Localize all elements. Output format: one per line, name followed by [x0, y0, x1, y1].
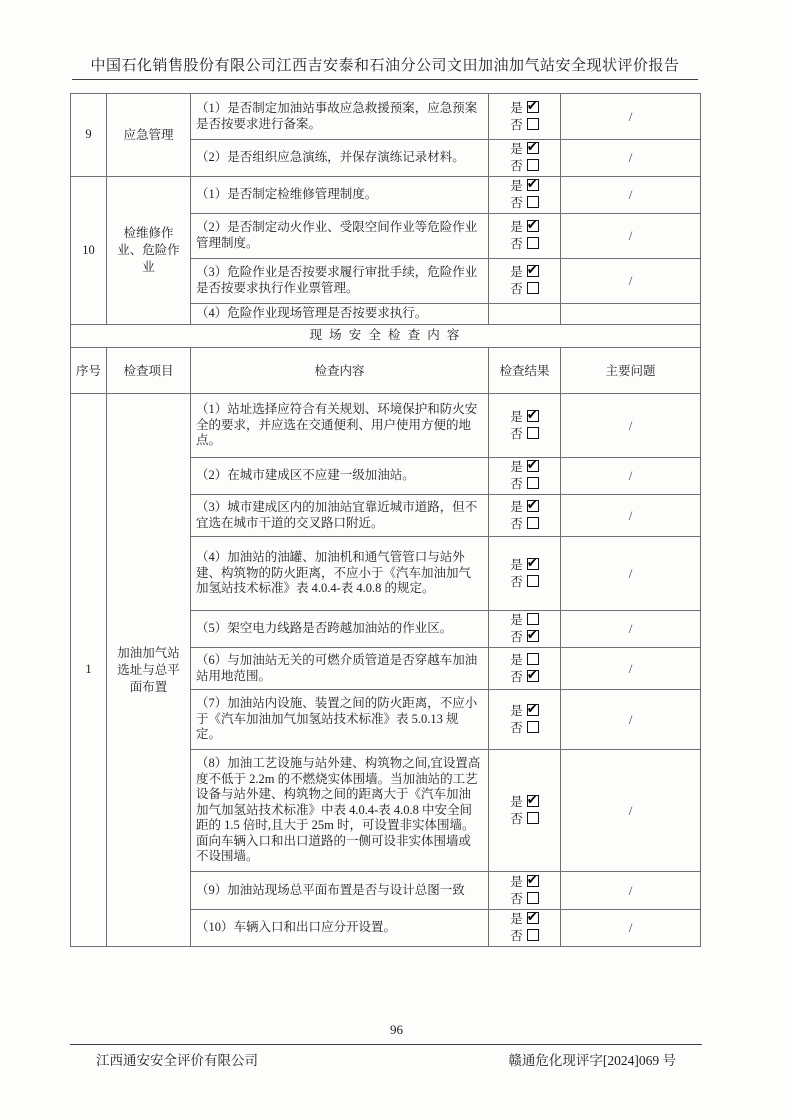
- main-problem: /: [561, 214, 701, 259]
- check-result-cell: [489, 910, 561, 947]
- check-result-cell: [489, 750, 561, 872]
- document-footer: [96, 1049, 676, 1069]
- table-row: [71, 177, 701, 214]
- no-line: [510, 669, 539, 686]
- no-label: 否: [510, 516, 523, 531]
- check-content: （1）是否制定加油站事故应急救援预案，应急预案是否按要求进行备案。: [191, 94, 489, 140]
- no-line: [510, 574, 539, 591]
- no-line: [510, 720, 539, 737]
- no-line: [510, 117, 539, 134]
- yes-checkbox: [527, 500, 539, 512]
- yes-line: [510, 178, 539, 195]
- group-item-label: 应急管理: [107, 94, 191, 177]
- main-problem: /: [561, 750, 701, 872]
- yes-line: [510, 141, 539, 158]
- yes-checkbox: [527, 613, 539, 625]
- no-checkbox: [527, 517, 539, 529]
- yes-line: [510, 874, 539, 891]
- no-label: 否: [510, 811, 523, 826]
- main-problem: /: [561, 495, 701, 537]
- footer-company: 江西通安安全评价有限公司: [96, 1053, 258, 1068]
- main-problem: /: [561, 458, 701, 495]
- yes-label: 是: [510, 179, 523, 193]
- yes-checkbox: [527, 460, 539, 472]
- group-seq: 10: [71, 177, 107, 325]
- check-result-cell: [489, 259, 561, 304]
- no-checkbox: [527, 892, 539, 904]
- yes-line: [510, 794, 539, 811]
- yes-label: 是: [510, 409, 523, 424]
- yes-checkbox: [527, 265, 539, 277]
- table-row: [71, 94, 701, 140]
- no-checkbox: [527, 427, 539, 439]
- yes-checkbox: [527, 653, 539, 665]
- yes-label: 是: [510, 460, 523, 474]
- yes-checkbox: [527, 875, 539, 887]
- group-item-label: 检维修作业、危险作业: [107, 177, 191, 325]
- yes-line: [510, 100, 539, 117]
- no-line: [510, 426, 539, 443]
- main-problem: /: [561, 690, 701, 750]
- group-item-label: 加油加气站选址与总平面布置: [107, 394, 191, 947]
- yes-label: 是: [510, 912, 523, 926]
- col-header-seq: 序号: [71, 348, 107, 394]
- check-content: （4）危险作业现场管理是否按要求执行。: [191, 304, 489, 325]
- page-number: 96: [390, 1022, 403, 1037]
- no-label: 否: [510, 720, 523, 735]
- check-content: （1）是否制定检维修管理制度。: [191, 177, 489, 214]
- no-checkbox: [527, 159, 539, 171]
- no-label: 否: [510, 669, 523, 684]
- no-checkbox: [527, 282, 539, 294]
- yes-label: 是: [510, 100, 523, 115]
- safety-checklist-table: [70, 93, 701, 947]
- check-result-cell: [489, 872, 561, 910]
- table-row: [71, 394, 701, 458]
- no-checkbox: [527, 812, 539, 824]
- yes-label: 是: [510, 613, 523, 627]
- group-seq: 9: [71, 94, 107, 177]
- check-content: （3）城市建成区内的加油站宜靠近城市道路，但不宜选在城市干道的交叉路口附近。: [191, 495, 489, 537]
- yes-label: 是: [510, 703, 523, 718]
- col-header-item: 检查项目: [107, 348, 191, 394]
- no-label: 否: [510, 159, 523, 173]
- no-checkbox: [527, 118, 539, 130]
- check-result-cell: [489, 214, 561, 259]
- col-header-result: 检查结果: [489, 348, 561, 394]
- yes-checkbox: [527, 795, 539, 807]
- main-problem: /: [561, 611, 701, 648]
- yes-checkbox: [527, 220, 539, 232]
- column-header-row: [71, 348, 701, 394]
- no-line: [510, 891, 539, 908]
- yes-label: 是: [510, 220, 523, 234]
- col-header-content: 检查内容: [191, 348, 489, 394]
- yes-line: [510, 557, 539, 574]
- yes-line: [510, 264, 539, 281]
- main-problem: /: [561, 177, 701, 214]
- yes-checkbox: [527, 179, 539, 191]
- yes-label: 是: [510, 557, 523, 572]
- check-content: （8）加油工艺设施与站外建、构筑物之间,宜设置高度不低于 2.2m 的不燃烧实体围墙。当加油站的工艺设备与站外建、构筑物之间的距离大于《汽车加油加气加氢站技术标准》中表 4.0.4-表 4.0.8 中安全间距的 1.5 倍时,且大于 25m 时，可设置非实体围墙。面向车辆入口和出口道路的一侧可设非实体围墙或不设围墙。: [191, 750, 489, 872]
- footer-divider: [70, 1044, 702, 1045]
- no-line: [510, 158, 539, 175]
- check-content: （2）是否组织应急演练，并保存演练记录材料。: [191, 140, 489, 177]
- main-problem: /: [561, 648, 701, 690]
- yes-line: [510, 499, 539, 516]
- yes-line: [510, 703, 539, 720]
- yes-line: [510, 911, 539, 928]
- main-problem: /: [561, 394, 701, 458]
- check-content: （2）在城市建成区不应建一级加油站。: [191, 458, 489, 495]
- main-problem: /: [561, 537, 701, 611]
- yes-label: 是: [510, 652, 523, 667]
- yes-label: 是: [510, 142, 523, 156]
- no-label: 否: [510, 574, 523, 589]
- yes-checkbox: [527, 704, 539, 716]
- no-checkbox: [527, 721, 539, 733]
- check-content: （2）是否制定动火作业、受限空间作业等危险作业管理制度。: [191, 214, 489, 259]
- check-content: （3）危险作业是否按要求履行审批手续，危险作业是否按要求执行作业票管理。: [191, 259, 489, 304]
- check-result-cell: [489, 94, 561, 140]
- yes-checkbox: [527, 410, 539, 422]
- col-header-problem: 主要问题: [561, 348, 701, 394]
- no-label: 否: [510, 929, 523, 943]
- check-content: （7）加油站内设施、装置之间的防火距离，不应小于《汽车加油加气加氢站技术标准》表 5.0.13 规定。: [191, 690, 489, 750]
- check-result-cell: [489, 537, 561, 611]
- footer-doc-number: 赣通危化现评字[2024]069 号: [508, 1053, 676, 1068]
- no-line: [510, 811, 539, 828]
- check-result-cell: [489, 458, 561, 495]
- no-checkbox: [527, 575, 539, 587]
- yes-checkbox: [527, 558, 539, 570]
- no-label: 否: [510, 196, 523, 210]
- no-checkbox: [527, 929, 539, 941]
- check-result-cell: [489, 690, 561, 750]
- yes-line: [510, 409, 539, 426]
- no-line: [510, 629, 539, 646]
- main-problem: /: [561, 94, 701, 140]
- no-line: [510, 195, 539, 212]
- check-result-cell: [489, 495, 561, 537]
- yes-label: 是: [510, 499, 523, 514]
- yes-checkbox: [527, 142, 539, 154]
- check-content: （10）车辆入口和出口应分开设置。: [191, 910, 489, 947]
- no-line: [510, 516, 539, 533]
- check-result-cell: [489, 611, 561, 648]
- main-problem: /: [561, 910, 701, 947]
- yes-label: 是: [510, 874, 523, 889]
- document-header: [72, 54, 698, 80]
- check-content: （4）加油站的油罐、加油机和通气管管口与站外建、构筑物的防火距离，不应小于《汽车加油加气加氢站技术标准》表 4.0.4-表 4.0.8 的规定。: [191, 537, 489, 611]
- yes-checkbox: [527, 101, 539, 113]
- yes-line: [510, 459, 539, 476]
- no-checkbox: [527, 196, 539, 208]
- no-checkbox: [527, 477, 539, 489]
- no-checkbox: [527, 630, 539, 642]
- check-result-cell: [489, 648, 561, 690]
- main-problem: [561, 304, 701, 325]
- main-problem: /: [561, 259, 701, 304]
- group-seq: 1: [71, 394, 107, 947]
- no-label: 否: [510, 426, 523, 441]
- check-result-cell-empty: [489, 304, 561, 325]
- no-line: [510, 928, 539, 945]
- check-result-cell: [489, 394, 561, 458]
- yes-label: 是: [510, 265, 523, 279]
- no-label: 否: [510, 117, 523, 132]
- header-divider: [72, 79, 698, 80]
- yes-checkbox: [527, 912, 539, 924]
- check-result-cell: [489, 177, 561, 214]
- no-checkbox: [527, 237, 539, 249]
- check-content: （6）与加油站无关的可燃介质管道是否穿越车加油站用地范围。: [191, 648, 489, 690]
- no-line: [510, 476, 539, 493]
- no-label: 否: [510, 891, 523, 906]
- no-label: 否: [510, 237, 523, 251]
- report-title: 中国石化销售股份有限公司江西吉安泰和石油分公司文田加油加气站安全现状评价报告: [90, 58, 680, 74]
- section-title: 现 场 安 全 检 查 内 容: [71, 325, 701, 348]
- yes-line: [510, 219, 539, 236]
- check-content: （1）站址选择应符合有关规划、环境保护和防火安全的要求，并应选在交通便利、用户使用方便的地点。: [191, 394, 489, 458]
- yes-label: 是: [510, 794, 523, 809]
- check-result-cell: [489, 140, 561, 177]
- no-line: [510, 236, 539, 253]
- no-label: 否: [510, 477, 523, 491]
- no-line: [510, 281, 539, 298]
- main-problem: /: [561, 872, 701, 910]
- check-content: （5）架空电力线路是否跨越加油站的作业区。: [191, 611, 489, 648]
- check-content: （9）加油站现场总平面布置是否与设计总图一致: [191, 872, 489, 910]
- section-title-row: [71, 325, 701, 348]
- no-label: 否: [510, 282, 523, 296]
- main-problem: /: [561, 140, 701, 177]
- no-checkbox: [527, 670, 539, 682]
- no-label: 否: [510, 630, 523, 644]
